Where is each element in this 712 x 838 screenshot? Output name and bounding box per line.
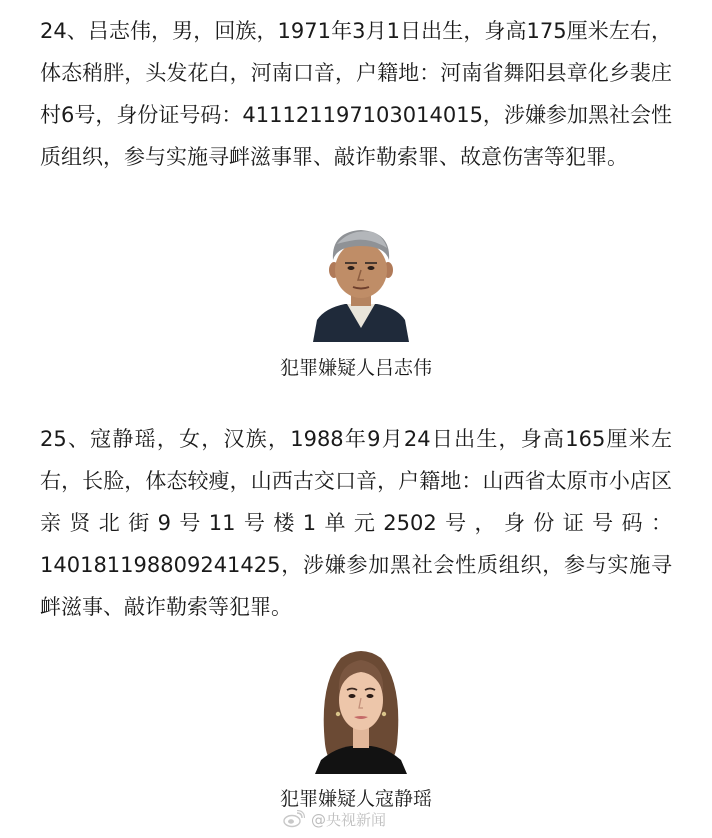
suspect-25-caption: 犯罪嫌疑人寇静瑶 — [279, 788, 432, 810]
suspect-24-description: 24、吕志伟，男，回族，1971年3月1日出生，身高175厘米左右，体态稍胖，头发花白，河南口音，户籍地：河南省舞阳县章化乡裴庄村6号，身份证号码：411121197103014015，涉嫌参加黑社会性质组织，参与实施寻衅滋事罪、敲诈勒索罪、故意伤害等犯罪。 — [40, 19, 672, 169]
suspect-24-photo — [311, 224, 411, 342]
weibo-watermark — [283, 806, 386, 832]
suspect-25-photo — [311, 644, 411, 774]
suspect-25-description: 25、寇静瑶，女，汉族，1988年9月24日出生，身高165厘米左右，长脸，体态较瘦，山西古交口音，户籍地：山西省太原市小店区亲贤北街9号11号楼1单元2502号，身份证号码：140181198809241425，涉嫌参加黑社会性质组织，参与实施寻衅滋事、敲诈勒索等犯罪。 — [40, 427, 672, 619]
watermark-text: @央视新闻 — [311, 810, 387, 829]
suspect-24-caption: 犯罪嫌疑人吕志伟 — [279, 357, 432, 379]
weibo-icon — [283, 810, 305, 828]
